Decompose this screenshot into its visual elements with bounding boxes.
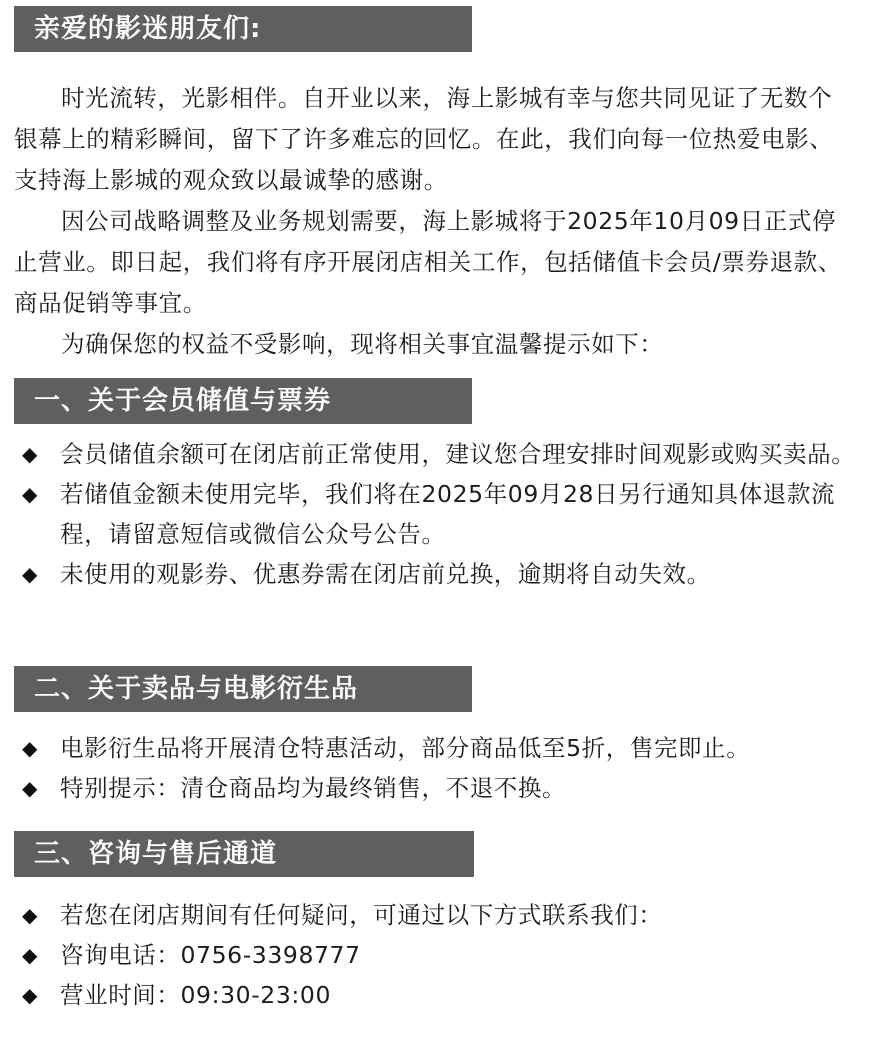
intro-text xyxy=(14,78,854,365)
list-item xyxy=(22,895,862,935)
diamond-bullet-icon: ◆ xyxy=(22,562,38,586)
list-item xyxy=(22,975,862,1015)
diamond-bullet-icon: ◆ xyxy=(22,736,38,760)
section-list-membership xyxy=(22,434,862,594)
section-banner-membership: 一、关于会员储值与票券 xyxy=(14,378,472,424)
diamond-bullet-icon: ◆ xyxy=(22,442,38,466)
diamond-bullet-icon: ◆ xyxy=(22,983,38,1007)
section-list-merchandise xyxy=(22,728,862,808)
list-item-text: 若储值金额未使用完毕，我们将在2025年09月28日另行通知具体退款流程，请留意短信或微信公众号公告。 xyxy=(60,480,836,548)
list-item xyxy=(22,728,862,768)
diamond-bullet-icon: ◆ xyxy=(22,943,38,967)
diamond-bullet-icon: ◆ xyxy=(22,776,38,800)
section-list-support xyxy=(22,895,862,1015)
business-hours: 营业时间：09:30-23:00 xyxy=(60,981,332,1009)
greeting-banner: 亲爱的影迷朋友们: xyxy=(14,6,472,52)
section-banner-merchandise: 二、关于卖品与电影衍生品 xyxy=(14,666,472,712)
diamond-bullet-icon: ◆ xyxy=(22,903,38,927)
list-item-text: 电影衍生品将开展清仓特惠活动，部分商品低至5折，售完即止。 xyxy=(60,734,751,762)
list-item xyxy=(22,434,862,474)
consult-phone: 咨询电话：0756-3398777 xyxy=(60,941,361,969)
list-item-text: 若您在闭店期间有任何疑问，可通过以下方式联系我们： xyxy=(60,901,663,929)
list-item xyxy=(22,768,862,808)
list-item-text: 会员储值余额可在闭店前正常使用，建议您合理安排时间观影或购买卖品。 xyxy=(60,440,856,468)
list-item xyxy=(22,554,862,594)
list-item-text: 未使用的观影券、优惠券需在闭店前兑换，逾期将自动失效。 xyxy=(60,560,711,588)
intro-paragraph: 时光流转，光影相伴。自开业以来，海上影城有幸与您共同见证了无数个银幕上的精彩瞬间，留下了许多难忘的回忆。在此，我们向每一位热爱电影、支持海上影城的观众致以最诚挚的感谢。 xyxy=(14,84,834,194)
list-item-text: 特别提示：清仓商品均为最终销售，不退不换。 xyxy=(60,774,567,802)
section-banner-support: 三、咨询与售后通道 xyxy=(14,831,474,877)
list-item xyxy=(22,935,862,975)
intro-paragraph: 因公司战略调整及业务规划需要，海上影城将于2025年10月09日正式停止营业。即日起，我们将有序开展闭店相关工作，包括储值卡会员/票券退款、商品促销等事宜。 xyxy=(14,207,842,317)
intro-paragraph: 为确保您的权益不受影响，现将相关事宜温馨提示如下： xyxy=(61,330,664,358)
list-item xyxy=(22,474,862,554)
diamond-bullet-icon: ◆ xyxy=(22,482,38,506)
